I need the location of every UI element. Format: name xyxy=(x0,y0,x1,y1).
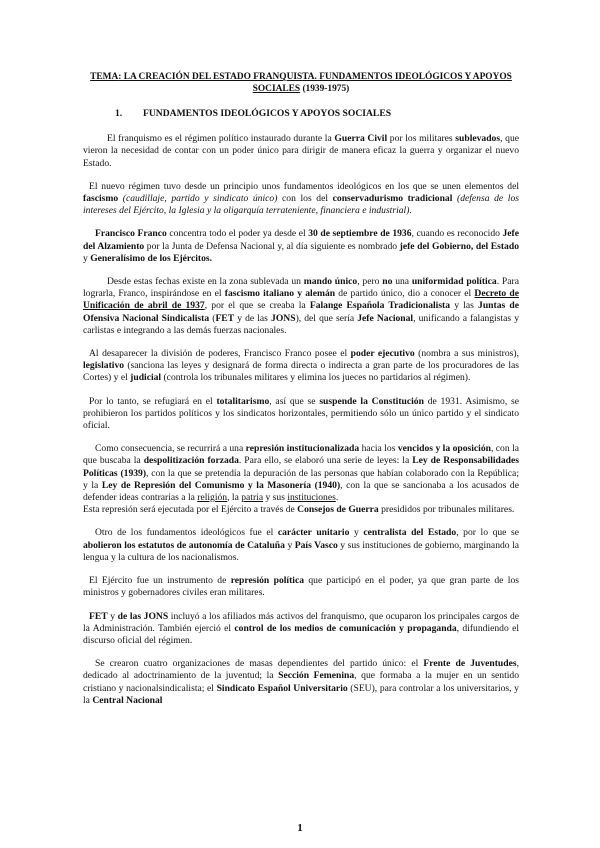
text-run: y xyxy=(284,539,295,551)
bold-run: Frente de Juventudes xyxy=(423,658,517,670)
bold-run: Sindicato Español Universitario xyxy=(216,682,348,694)
text-run: , la xyxy=(227,492,242,504)
paragraph-7 xyxy=(83,443,519,516)
paragraph-9 xyxy=(83,575,519,599)
text-run: Por lo tanto, se refugiará en el xyxy=(89,395,217,407)
text-run: , pero xyxy=(357,276,383,288)
text-run: con los del xyxy=(277,193,333,205)
text-run: y xyxy=(107,610,118,622)
text-run: . xyxy=(409,205,412,217)
bold-run: Generalísimo de los Ejércitos. xyxy=(90,252,213,264)
bold-run: sublevados xyxy=(455,133,501,145)
text-run: de 1931. Asimismo, se prohibieron los partidos políticos y los sindicatos horizontales, permitiendo sólo un único partido y el sindicato oficial. xyxy=(83,395,520,432)
bold-run: Ley de Responsabilidades Políticas (1939) xyxy=(83,455,519,479)
text-run: y sus xyxy=(263,492,288,504)
bold-run: Jefe Nacional xyxy=(357,312,414,324)
text-run: . Para lograrla, Franco, inspirándose en el xyxy=(83,276,519,300)
text-run: hacia los xyxy=(359,443,398,455)
bold-run: mando único xyxy=(303,276,358,288)
bold-run: fascismo italiano y alemán xyxy=(224,288,336,300)
text-run: , que formaba a la mujer en un sentido cristiano y nacionalsindicalista; el xyxy=(83,670,519,694)
text-run: incluyó a los afiliados más activos del franquismo, que ocuparon los principales cargos de la Administración. También ejerció el xyxy=(83,610,519,634)
bold-run: centralista del Estado xyxy=(363,527,457,539)
paragraph-3 xyxy=(83,228,519,265)
page-number: 1 xyxy=(297,822,303,834)
text-run: que participó en el poder, ya que gran parte de los ministros y gobernadores civiles eran militares. xyxy=(83,575,519,599)
text-run: una xyxy=(392,276,412,288)
bold-run: represión institucionalizada xyxy=(245,443,360,455)
text-run: Desde estas fechas existe en la zona sublevada un xyxy=(107,276,304,288)
bold-run: Consejos de Guerra xyxy=(297,504,379,516)
bold-run: FET xyxy=(215,312,235,324)
text-run: , dedicado al adoctrinamiento de la juventud; la xyxy=(83,658,520,682)
bold-run: de las JONS xyxy=(117,610,169,622)
text-run: y sus instituciones de gobierno, marginando la lengua y la cultura de los nacionalismos. xyxy=(83,539,520,563)
bold-run: FET xyxy=(89,610,108,622)
bold-run: Central Nacional xyxy=(92,694,163,706)
bold-run: poder ejecutivo xyxy=(350,348,415,360)
text-run: ( xyxy=(209,312,216,324)
text-run: , unificando a falangistas y carlistas e integrando a las demás fuerzas nacionales. xyxy=(83,312,520,336)
text-run: El Ejército fue un instrumento de xyxy=(89,575,231,587)
bold-run: conservadurismo tradicional xyxy=(332,193,453,205)
bold-run: despolitización forzada xyxy=(143,455,239,467)
text-run: , así que se xyxy=(269,395,320,407)
text-run: y xyxy=(349,527,364,539)
text-run: por los militares xyxy=(387,133,456,145)
paragraph-5 xyxy=(83,348,519,385)
title-text: : LA CREACIÓN DEL ESTADO FRANQUISTA. FUNDAMENTOS IDEOLÓGICOS Y APOYOS SOCIALES xyxy=(118,72,512,94)
bold-run: vencidos y la oposición xyxy=(397,443,491,455)
paragraph-6 xyxy=(83,396,519,433)
text-run: y de las xyxy=(234,312,272,324)
bold-run: legislativo xyxy=(83,360,125,372)
text-run: y las xyxy=(450,300,479,312)
text-run: ), del que sería xyxy=(295,312,358,324)
underlined-run: patria xyxy=(241,492,264,504)
decree-link-text: Decreto de Unificación de abril de 1937 xyxy=(83,288,519,312)
text-run: de partido único, dio a conocer el xyxy=(335,288,475,300)
bold-run: control de los medios de comunicación y propaganda xyxy=(234,622,457,634)
bold-run: Francisco Franco xyxy=(95,228,167,240)
page-title xyxy=(83,72,519,95)
bold-run: judicial xyxy=(130,372,162,384)
italic-run: (defensa de los intereses del Ejército, la Iglesia y la oligarquía terrateniente, financiera e industrial) xyxy=(83,193,519,217)
underlined-run: instituciones xyxy=(287,492,336,504)
section-number: 1. xyxy=(115,108,123,119)
title-prefix: TEMA xyxy=(90,72,119,82)
paragraph-10 xyxy=(83,611,519,648)
text-run: , cuando es reconocido xyxy=(411,228,503,240)
bold-run: suspende la Constitución xyxy=(319,395,424,407)
bold-run: 30 de septiembre de 1936 xyxy=(308,228,412,240)
paragraph-8 xyxy=(83,527,519,564)
bold-run: JONS xyxy=(271,312,296,324)
text-run: , por lo que se xyxy=(456,527,520,539)
text-run: Como consecuencia, se recurrirá a una xyxy=(95,443,246,455)
underlined-run: religión xyxy=(197,492,228,504)
text-run: , que vieron la necesidad de contar con un poder único para dirigir de manera eficaz la guerra y organizar el nuevo Estado. xyxy=(83,133,519,169)
bold-run: fascismo xyxy=(83,193,119,205)
paragraph-4 xyxy=(83,276,519,337)
bold-run: Guerra Civil xyxy=(334,133,388,145)
paragraph-11 xyxy=(83,658,519,707)
bold-run: carácter unitario xyxy=(277,527,350,539)
title-dates: (1939-1975) xyxy=(300,83,350,94)
text-run: (SEU), para controlar a los universitarios, y la xyxy=(83,682,519,706)
section-title: FUNDAMENTOS IDEOLÓGICOS Y APOYOS SOCIALES xyxy=(143,108,392,119)
text-run: Esta represión será ejecutada por el Ejército a través de xyxy=(83,504,298,516)
text-run: (controla los tribunales militares y elimina los jueces no partidarios al régimen). xyxy=(161,372,471,384)
bold-run: Sección Femenina xyxy=(278,670,355,682)
text-run: , difundiendo el discurso oficial del régimen. xyxy=(83,622,520,646)
bold-run: represión política xyxy=(230,575,304,587)
bold-run: Ley de Represión del Comunismo y la Masonería (1940) xyxy=(101,479,341,491)
bold-run: Falange Española Tradicionalista xyxy=(309,300,451,312)
paragraph-2 xyxy=(83,181,519,218)
text-run: por la Junta de Defensa Nacional y, al día siguiente es nombrado xyxy=(144,240,400,252)
bold-run: abolieron los estatutos de autonomía de Cataluña xyxy=(83,539,285,551)
text-run: El nuevo régimen tuvo desde un principio unos fundamentos ideológicos en los que se unen elementos del xyxy=(89,180,519,192)
bold-run: Juntas de Ofensiva Nacional Sindicalista xyxy=(83,300,519,324)
text-run: , con la que se pretendía la depuración de las personas que habían colaborado con la República; y la xyxy=(83,467,519,491)
text-run: Se crearon cuatro organizaciones de masas dependientes del partido único: el xyxy=(95,658,424,670)
bold-run: País Vasco xyxy=(294,539,338,551)
text-run: Otro de los fundamentos ideológicos fue el xyxy=(95,527,278,539)
paragraph-1 xyxy=(83,133,519,170)
text-run: . xyxy=(335,492,339,504)
text-run: presididos por tribunales militares. xyxy=(378,504,515,516)
bold-run: no xyxy=(382,276,393,288)
text-run: (nombra a sus ministros), xyxy=(414,348,519,360)
text-run: , con la que se sancionaba a los acusados de defender ideas contrarias a la xyxy=(83,479,519,504)
text-run: y xyxy=(83,252,91,264)
text-run: , por el que se creaba la xyxy=(204,300,310,312)
text-run: (sanciona las leyes y designará de forma directa o indirecta a gran parte de los procuradores de las Cortes) y el xyxy=(83,360,519,384)
bold-run: totalitarismo xyxy=(216,395,270,407)
text-run: , con la que buscaba la xyxy=(83,443,519,467)
section-heading xyxy=(115,108,519,120)
text-run: concentra todo el poder ya desde el xyxy=(166,228,309,240)
bold-run: uniformidad política xyxy=(411,276,497,288)
bold-run: Jefe del Alzamiento xyxy=(83,228,519,252)
text-run: El franquismo es el régimen político instaurado durante la xyxy=(107,133,335,145)
text-run: Al desaparecer la división de poderes, Francisco Franco posee el xyxy=(89,348,351,360)
text-run: . Para ello, se elaboró una serie de leyes: la xyxy=(238,455,413,467)
italic-run: (caudillaje, partido y sindicato único) xyxy=(118,193,278,205)
bold-run: jefe del Gobierno, del Estado xyxy=(399,240,519,252)
